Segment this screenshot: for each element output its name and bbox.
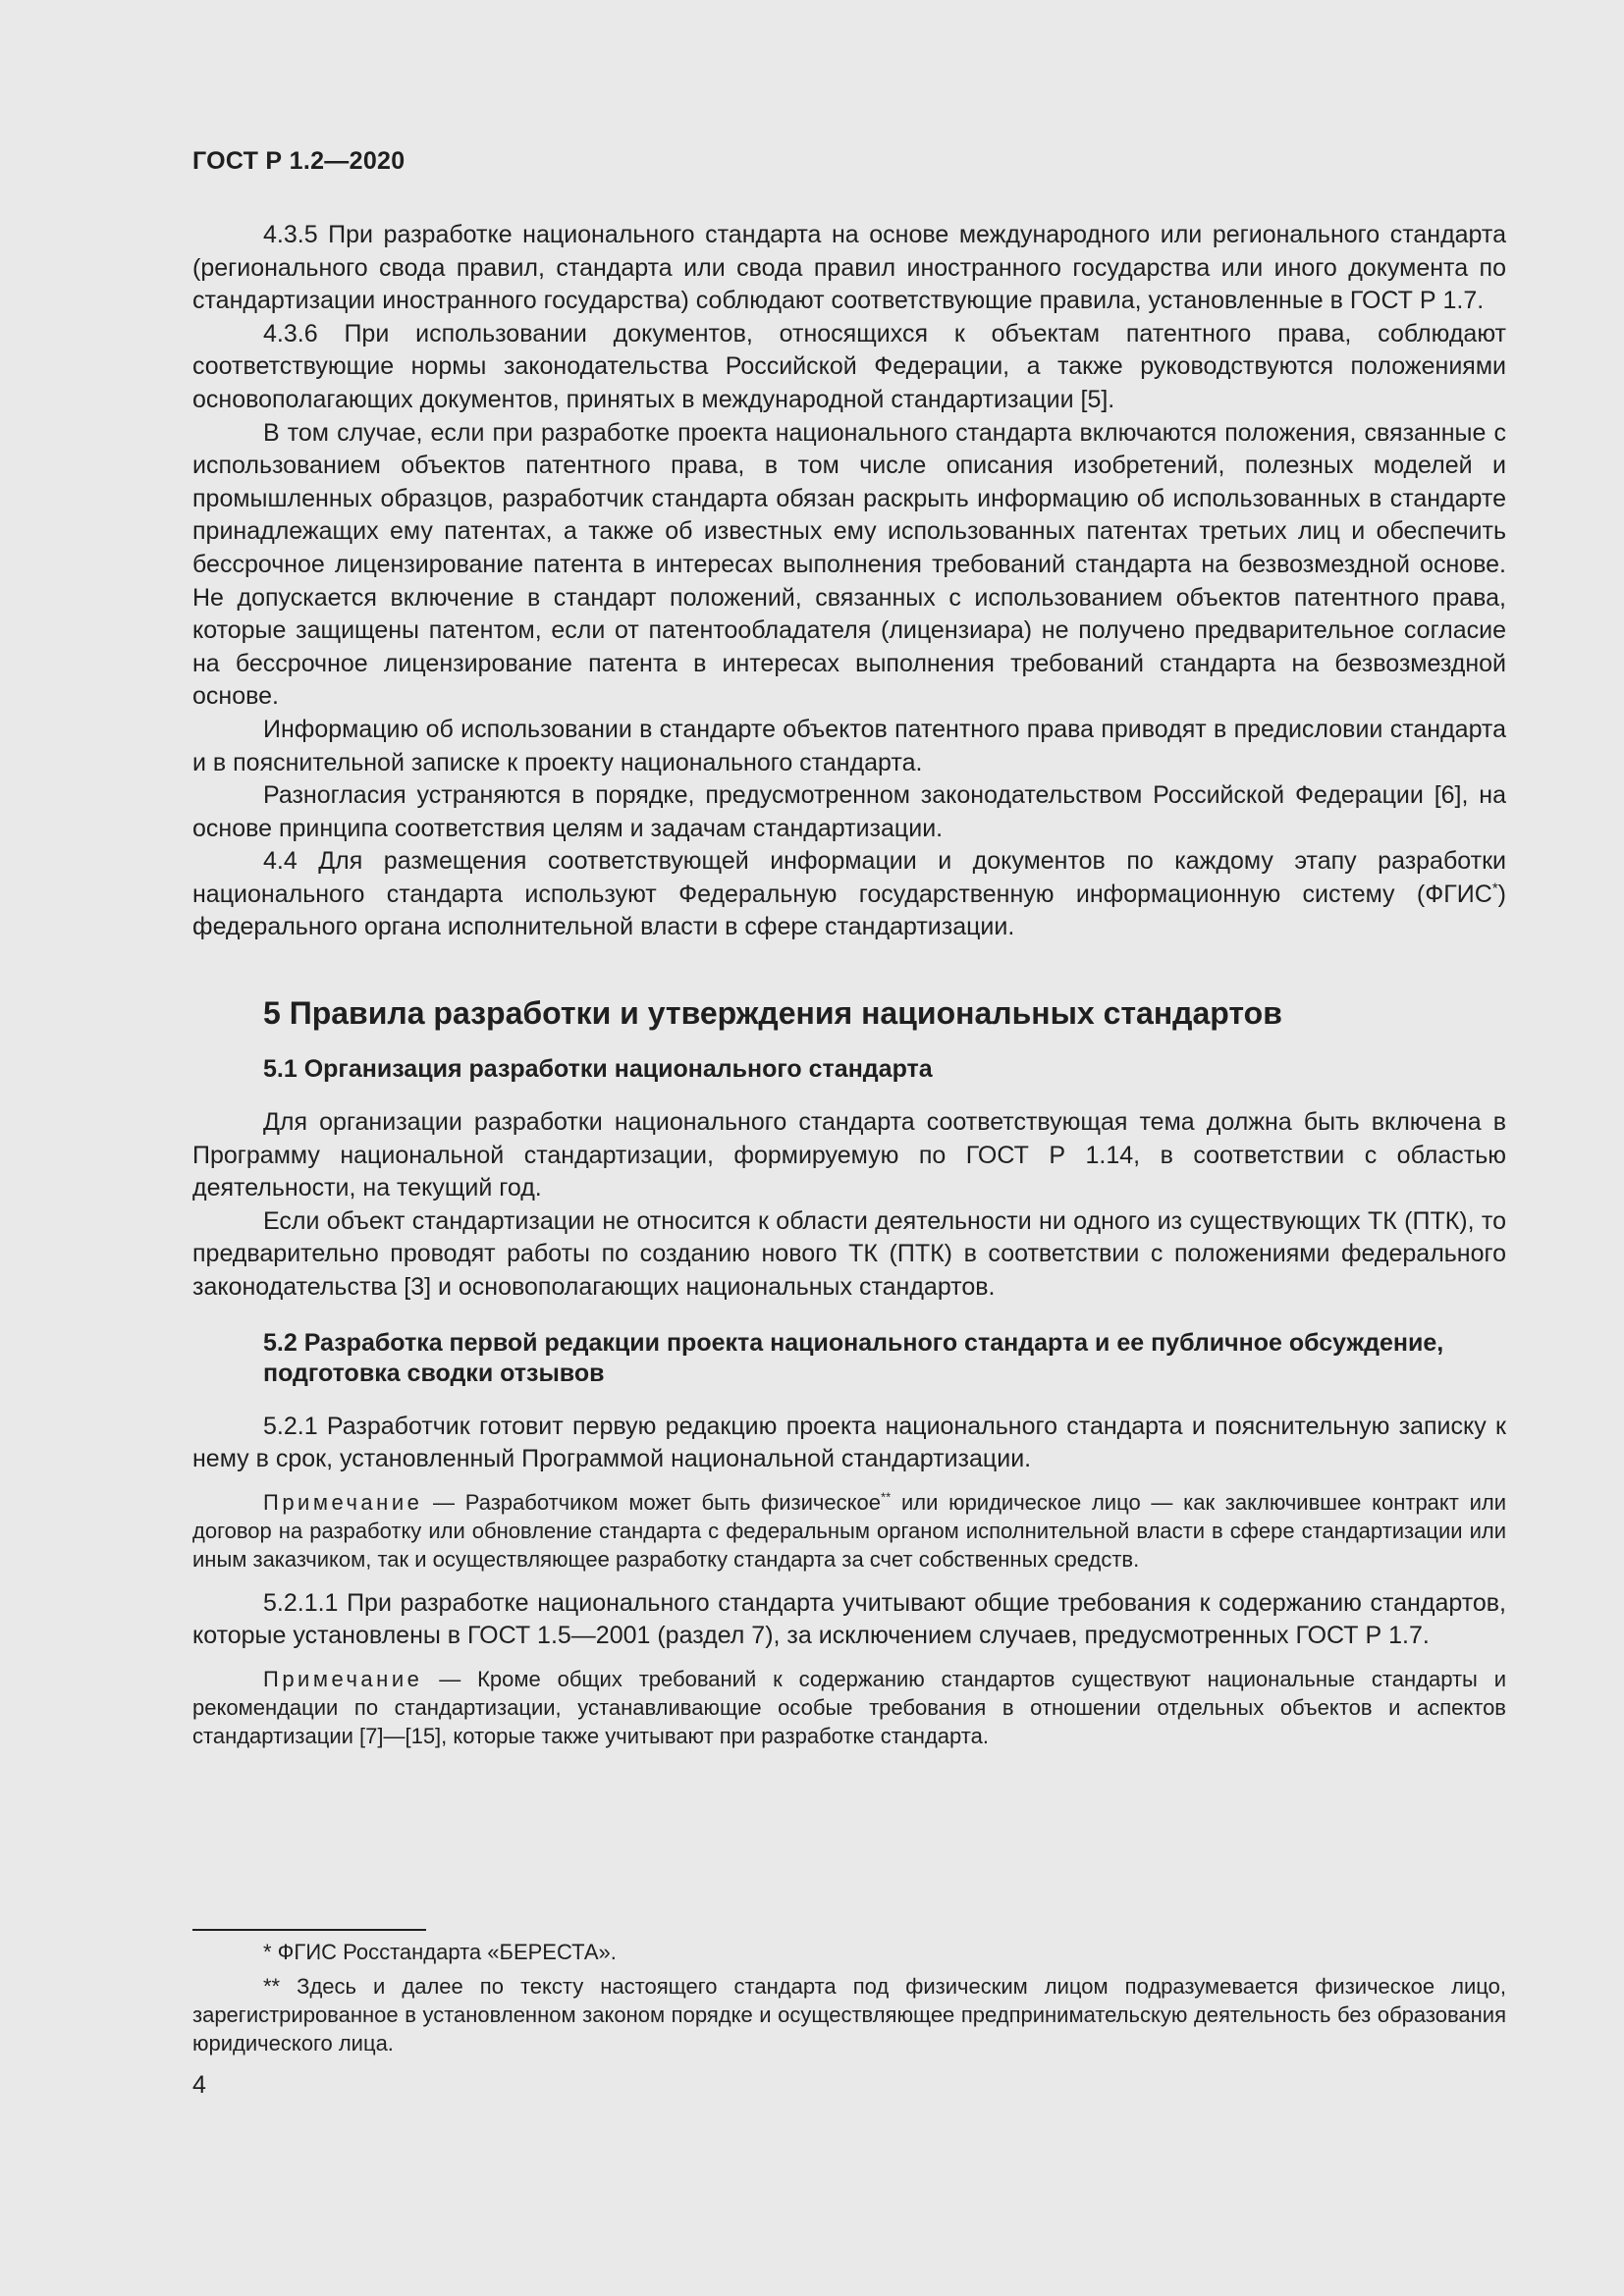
paragraph-4-3-6: 4.3.6 При использовании документов, относящихся к объектам патентного права, соблюдают соответствующие нормы законодательства Российской Федерации, а также руководствуются положениями основополагающих документов, принятых в международной стандартизации [5]. bbox=[192, 319, 1506, 413]
note-1-label: Примечание bbox=[263, 1489, 423, 1515]
document-page bbox=[192, 147, 1506, 1764]
paragraph-4-4 bbox=[192, 845, 1506, 944]
footnote-divider bbox=[192, 1929, 426, 1931]
paragraph-5-2-1-1: 5.2.1.1 При разработке национального стандарта учитывают общие требования к содержанию стандартов, которые установлены в ГОСТ 1.5—2001 (раздел 7), за исключением случаев, предусмотренных ГОСТ Р 1.7. bbox=[192, 1588, 1506, 1650]
footnotes bbox=[192, 1938, 1506, 2057]
footnote-1: * ФГИС Росстандарта «БЕРЕСТА». bbox=[263, 1940, 617, 1964]
footnote-2: ** Здесь и далее по тексту настоящего стандарта под физическим лицом подразумевается физическое лицо, зарегистрированное в установленном законом порядке и осуществляющее предпринимательскую деятельность без образования юридического лица. bbox=[192, 1974, 1506, 2056]
paragraph-4-4-text-end: ) федерального органа исполнительной власти в сфере стандартизации. bbox=[192, 880, 1506, 941]
note-2 bbox=[192, 1665, 1506, 1750]
paragraph-5-1-b: Если объект стандартизации не относится к области деятельности ни одного из существующих ТК (ПТК), то предварительно проводят работы по созданию нового ТК (ПТК) в соответствии с положениями федерального законодательства [3] и основополагающих национальных стандартов. bbox=[192, 1206, 1506, 1302]
section-5-1-heading: 5.1 Организация разработки национального стандарта bbox=[263, 1055, 933, 1084]
section-5-2-heading: 5.2 Разработка первой редакции проекта национального стандарта и ее публичное обсуждение, подготовка сводки отзывов bbox=[263, 1328, 1444, 1387]
note-2-text: — Кроме общих требований к содержанию стандартов существуют национальные стандарты и рекомендации по стандартизации, устанавливающие особые требования в отношении отдельных объектов и аспектов стандартизации [7]—[15], которые также учитывают при разработке стандарта. bbox=[192, 1667, 1506, 1748]
paragraph-disputes: Разногласия устраняются в порядке, предусмотренном законодательством Российской Федерации [6], на основе принципа соответствия целям и задачам стандартизации. bbox=[192, 781, 1506, 842]
note-1-text-start: — Разработчиком может быть физическое bbox=[422, 1489, 881, 1515]
footnote-ref-1: * bbox=[1491, 880, 1498, 897]
paragraph-4-4-text-start: 4.4 Для размещения соответствующей информации и документов по каждому этапу разработки национального стандарта используют Федеральную государственную информационную систему (ФГИС bbox=[192, 847, 1506, 908]
section-5-heading: 5 Правила разработки и утверждения национальных стандартов bbox=[263, 995, 1282, 1032]
note-1-text-end: или юридическое лицо — как заключившее контракт или договор на разработку или обновление стандарта с федеральным органом исполнительной власти в сфере стандартизации или иным заказчиком, так и осуществляющее разработку стандарта за счет собственных средств. bbox=[192, 1489, 1506, 1572]
paragraph-4-3-5: 4.3.5 При разработке национального стандарта на основе международного или регионального стандарта (регионального свода правил, стандарта или свода правил иностранного государства или иного документа по стандартизации иностранного государства) соблюдают соответствующие правила, установленные в ГОСТ Р 1.7. bbox=[192, 221, 1506, 315]
footnote-ref-2: ** bbox=[880, 1489, 892, 1505]
paragraph-patent-case: В том случае, если при разработке проекта национального стандарта включаются положения, связанные с использованием объектов патентного права, в том числе описания изобретений, полезных моделей и промышленных образцов, разработчик стандарта обязан раскрыть информацию об использованных в стандарте принадлежащих ему патентах, а также об известных ему использованных патентах третьих лиц и обеспечить бессрочное лицензирование патента в интересах выполнения требований стандарта на безвозмездной основе. Не допускается включение в стандарт положений, связанных с использованием объектов патентного права, которые защищены патентом, если от патентообладателя (лицензиара) не получено предварительное согласие на бессрочное лицензирование патента в интересах выполнения требований стандарта на безвозмездной основе. bbox=[192, 418, 1506, 711]
paragraph-5-2-1: 5.2.1 Разработчик готовит первую редакцию проекта национального стандарта и пояснительную записку к нему в срок, установленный Программой национальной стандартизации. bbox=[192, 1412, 1506, 1473]
page-number: 4 bbox=[192, 2071, 206, 2099]
paragraph-5-1-a: Для организации разработки национального стандарта соответствующая тема должна быть включена в Программу национальной стандартизации, формируемую по ГОСТ Р 1.14, в соответствии с областью деятельности, на текущий год. bbox=[192, 1108, 1506, 1202]
paragraph-info-usage: Информацию об использовании в стандарте объектов патентного права приводят в предисловии стандарта и в пояснительной записке к проекту национального стандарта. bbox=[192, 715, 1506, 776]
note-1 bbox=[192, 1488, 1506, 1574]
document-code-header: ГОСТ Р 1.2—2020 bbox=[192, 147, 406, 175]
note-2-label: Примечание bbox=[263, 1667, 423, 1691]
